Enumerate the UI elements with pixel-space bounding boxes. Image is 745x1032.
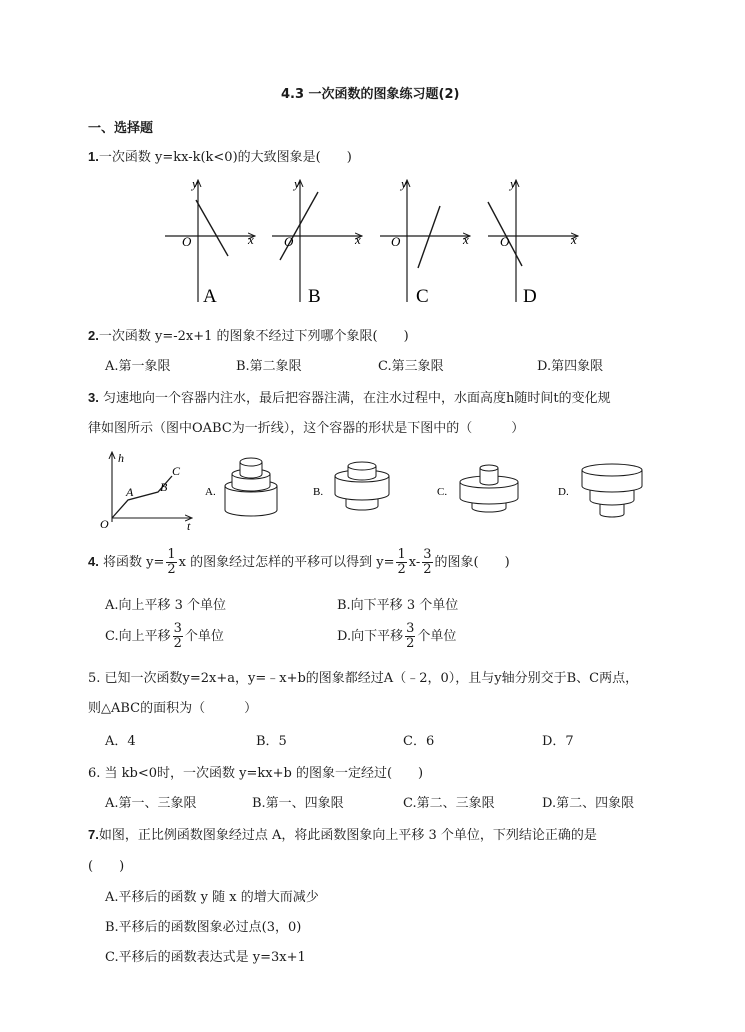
y-axis-label: y	[510, 176, 516, 191]
graph-b	[272, 176, 362, 302]
section-title: 一、选择题	[88, 121, 154, 136]
q2-option-a: A.第一象限	[105, 359, 171, 374]
point-c-label: C	[172, 464, 181, 478]
option-text: D.向下平移	[337, 629, 404, 644]
question-3-line1	[88, 387, 611, 406]
q2-option-d: D.第四象限	[537, 359, 604, 374]
q2-option-b: B.第二象限	[236, 359, 302, 374]
question-text: 当 kb<0时，一次函数 y=kx+b 的图象一定经过( )	[100, 766, 424, 781]
question-number: 5.	[88, 671, 101, 686]
origin-label: O	[284, 234, 294, 249]
graph-c	[380, 176, 470, 302]
question-2	[88, 325, 409, 344]
q2-option-c: C.第三象限	[378, 359, 444, 374]
origin-label: O	[500, 234, 510, 249]
q7-option-a: A.平移后的函数 y 随 x 的增大而减少	[105, 890, 319, 905]
x-axis-label: x	[571, 232, 577, 247]
option-text: 个单位	[417, 629, 457, 644]
y-axis-label: y	[401, 176, 407, 191]
question-text-c: x-	[408, 555, 421, 570]
q6-option-d: D.第二、四象限	[542, 796, 635, 811]
q4-option-a: A.向上平移 3 个单位	[105, 598, 227, 613]
graph-label-d: D	[523, 286, 537, 307]
fraction: $\frac{3}{2}$	[423, 547, 432, 577]
graph-label-a: A	[203, 286, 217, 307]
container-c	[460, 465, 518, 512]
q5-option-b: B．5	[256, 734, 287, 749]
question-number: 7.	[88, 827, 99, 842]
q7-option-b: B.平移后的函数图象必过点(3，0)	[105, 920, 302, 935]
question-3-line2: 律如图所示（图中OABC为一折线），这个容器的形状是下图中的（ ）	[88, 421, 525, 436]
question-4	[88, 548, 510, 577]
graph-label-c: C	[416, 286, 429, 307]
option-text: C.向上平移	[105, 629, 171, 644]
option-text: 个单位	[184, 629, 224, 644]
y-axis-label: y	[192, 176, 198, 191]
fraction: $\frac{1}{2}$	[397, 547, 406, 577]
question-number: 3.	[88, 390, 99, 405]
question-text: 已知一次函数y=2x+a，y=﹣x+b的图象都经过A（﹣2，0），且与y轴分别交于B、C两点，	[100, 671, 639, 686]
x-axis-label: x	[463, 232, 469, 247]
q4-option-b: B.向下平移 3 个单位	[337, 598, 459, 613]
container-b	[335, 462, 389, 510]
container-c-label: C.	[437, 486, 448, 498]
page-title: 4.3 一次函数的图象练习题(2)	[281, 87, 460, 102]
container-d-label: D.	[558, 486, 569, 498]
fraction: $\frac{3}{2}$	[173, 621, 182, 651]
graph-a	[165, 176, 255, 302]
container-a-label: A.	[205, 486, 216, 498]
question-text-d: 的图象( )	[434, 555, 510, 570]
q5-option-a: A．4	[105, 734, 136, 749]
question-text: 匀速地向一个容器内注水，最后把容器注满，在注水过程中，水面高度h随时间t的变化规	[98, 391, 611, 406]
q4-option-d	[337, 622, 456, 651]
q6-option-c: C.第二、三象限	[403, 796, 495, 811]
question-number: 1.	[88, 149, 99, 164]
point-a-label: A	[126, 485, 134, 499]
x-axis-label: x	[355, 232, 361, 247]
question-7-line1	[88, 824, 597, 843]
q5-option-d: D．7	[542, 734, 574, 749]
q6-option-b: B.第一、四象限	[252, 796, 344, 811]
graph-d	[488, 176, 578, 302]
question-number: 4.	[88, 554, 99, 569]
question-1	[88, 146, 352, 165]
q6-option-a: A.第一、三象限	[105, 796, 197, 811]
question-text: 一次函数 y=-2x+1 的图象不经过下列哪个象限( )	[98, 329, 409, 344]
y-axis-label: y	[294, 176, 300, 191]
point-b-label: B	[160, 480, 168, 494]
water-level-graph	[100, 451, 192, 530]
container-b-label: B.	[313, 486, 324, 498]
fraction: $\frac{1}{2}$	[167, 547, 176, 577]
question-text: 一次函数 y=kx-k(k<0)的大致图象是( )	[98, 150, 352, 165]
question-number: 6.	[88, 766, 101, 781]
question-text-b: x 的图象经过怎样的平移可以得到 y=	[178, 555, 395, 570]
question-5-line1	[88, 667, 638, 686]
question-7-line2: ( )	[88, 859, 125, 874]
origin-label: O	[391, 234, 401, 249]
fraction: $\frac{3}{2}$	[406, 621, 415, 651]
question-5-line2: 则△ABC的面积为（ ）	[88, 701, 258, 716]
graph-label-b: B	[308, 286, 321, 307]
q1-graphs	[160, 172, 590, 307]
question-number: 2.	[88, 328, 99, 343]
container-d	[582, 464, 642, 517]
question-text: 如图，正比例函数图象经过点 A，将此函数图象向上平移 3 个单位，下列结论正确的是	[98, 828, 597, 843]
x-axis-label: x	[248, 232, 254, 247]
t-axis-label: t	[187, 519, 191, 530]
q5-option-c: C．6	[403, 734, 435, 749]
origin-label: O	[182, 234, 192, 249]
container-a	[225, 458, 277, 516]
origin-label: O	[100, 517, 109, 530]
question-text-a: 将函数 y=	[98, 555, 165, 570]
question-6	[88, 762, 423, 781]
q7-option-c: C.平移后的函数表达式是 y=3x+1	[105, 950, 306, 965]
h-axis-label: h	[118, 451, 124, 465]
q4-option-c	[105, 622, 224, 651]
q3-figures	[92, 448, 652, 530]
